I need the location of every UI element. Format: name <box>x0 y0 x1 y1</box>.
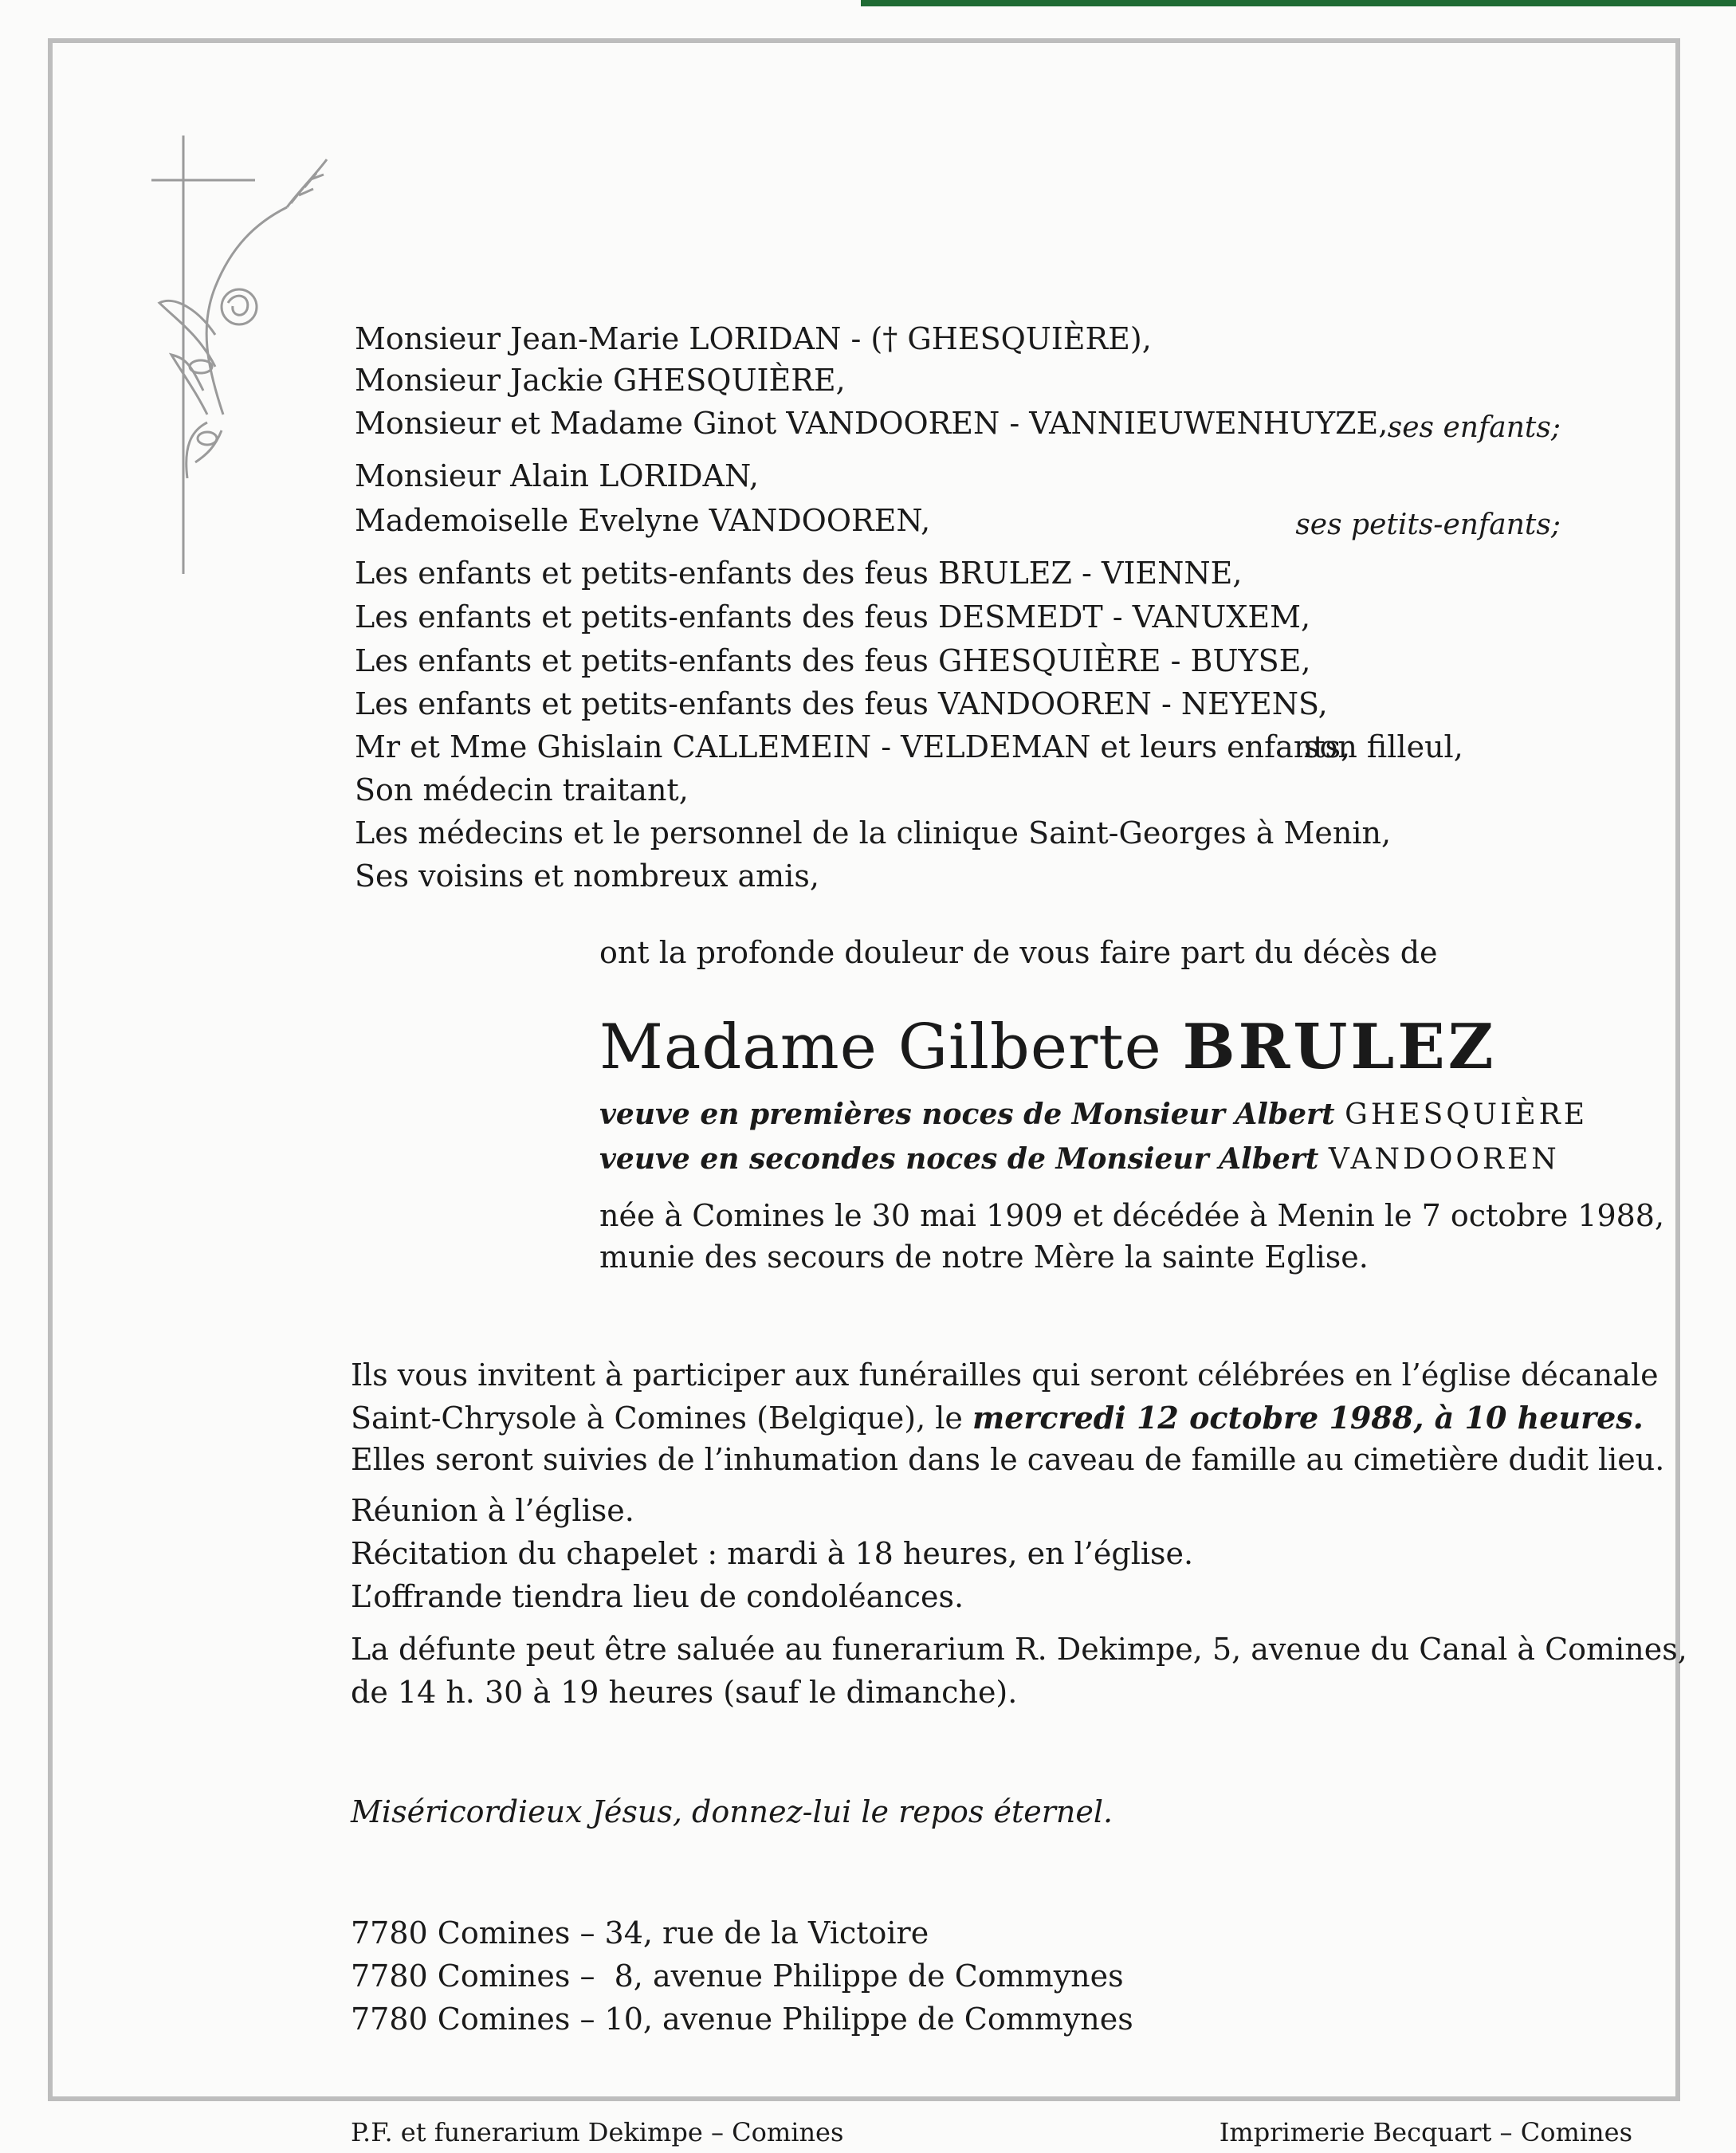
relative-line-5: Mr et Mme Ghislain CALLEMEIN - VELDEMAN et leurs enfants, <box>355 729 1351 764</box>
viewing-line-1: La défunte peut être saluée au funerarium R. Dekimpe, 5, avenue du Canal à Comines, <box>351 1632 1687 1667</box>
funeral-date: mercredi 12 octobre 1988, à 10 heures. <box>972 1400 1644 1436</box>
godson-relation-note: son filleul, <box>1304 729 1463 764</box>
grandchild-line-2: Mademoiselle Evelyne VANDOOREN, <box>355 503 931 538</box>
funeral-location: Saint-Chrysole à Comines (Belgique), le <box>351 1401 963 1436</box>
reunion-line: Réunion à l’église. <box>351 1493 634 1528</box>
deceased-surname: BRULEZ <box>1182 1011 1497 1083</box>
top-edge-strip <box>861 0 1736 6</box>
widow-line-2-prefix: veuve en secondes noces de Monsieur Albert <box>599 1142 1319 1176</box>
relative-line-2: Les enfants et petits-enfants des feus DESMEDT - VANUXEM, <box>355 599 1311 635</box>
relative-line-6: Son médecin traitant, <box>355 772 689 807</box>
child-line-3: Monsieur et Madame Ginot VANDOOREN - VANNIEUWENHUYZE, <box>355 406 1388 441</box>
grandchild-line-1: Monsieur Alain LORIDAN, <box>355 458 759 493</box>
sacraments-line: munie des secours de notre Mère la sainte Eglise. <box>599 1240 1369 1275</box>
relative-line-7: Les médecins et le personnel de la clinique Saint-Georges à Menin, <box>355 815 1392 851</box>
footer-printer: Imprimerie Becquart – Comines <box>1219 2117 1632 2147</box>
cross-rose-ornament-icon <box>128 128 351 574</box>
deceased-given-name: Madame Gilberte <box>599 1012 1162 1083</box>
child-line-1: Monsieur Jean-Marie LORIDAN - († GHESQUIÈRE), <box>355 321 1152 356</box>
funeral-invite-line-2 <box>351 1400 1644 1436</box>
relative-line-3: Les enfants et petits-enfants des feus GHESQUIÈRE - BUYSE, <box>355 643 1311 678</box>
address-line-3: 7780 Comines – 10, avenue Philippe de Commynes <box>351 2002 1133 2037</box>
footer-funeral-home: P.F. et funerarium Dekimpe – Comines <box>351 2117 844 2147</box>
funeral-invite-line-3: Elles seront suivies de l’inhumation dans le caveau de famille au cimetière dudit lieu. <box>351 1442 1665 1477</box>
viewing-line-2: de 14 h. 30 à 19 heures (sauf le dimanche). <box>351 1675 1018 1710</box>
grandchildren-relation-note: ses petits-enfants; <box>1295 509 1561 541</box>
widow-line-2-name: VANDOOREN <box>1328 1143 1560 1176</box>
deceased-name <box>599 1011 1497 1083</box>
birth-death-line: née à Comines le 30 mai 1909 et décédée à Menin le 7 octobre 1988, <box>599 1198 1665 1233</box>
offering-line: L’offrande tiendra lieu de condoléances. <box>351 1579 964 1614</box>
widow-line-1-prefix: veuve en premières noces de Monsieur Albert <box>599 1098 1335 1131</box>
relative-line-8: Ses voisins et nombreux amis, <box>355 858 819 894</box>
widow-line-1-name: GHESQUIÈRE <box>1345 1098 1588 1131</box>
widow-line-1 <box>599 1100 1588 1130</box>
address-line-1: 7780 Comines – 34, rue de la Victoire <box>351 1915 929 1951</box>
child-line-2: Monsieur Jackie GHESQUIÈRE, <box>355 363 846 398</box>
rosary-line: Récitation du chapelet : mardi à 18 heures, en l’église. <box>351 1536 1194 1571</box>
prayer-line: Miséricordieux Jésus, donnez-lui le repos éternel. <box>351 1794 1113 1829</box>
children-relation-note: ses enfants; <box>1387 411 1561 444</box>
relative-line-1: Les enfants et petits-enfants des feus BRULEZ - VIENNE, <box>355 556 1243 591</box>
widow-line-2 <box>599 1142 1560 1176</box>
announcement-intro: ont la profonde douleur de vous faire part du décès de <box>599 935 1438 970</box>
funeral-invite-line-1: Ils vous invitent à participer aux funérailles qui seront célébrées en l’église décanale <box>351 1357 1659 1393</box>
relative-line-4: Les enfants et petits-enfants des feus VANDOOREN - NEYENS, <box>355 686 1328 721</box>
address-line-2: 7780 Comines – 8, avenue Philippe de Commynes <box>351 1959 1124 1994</box>
